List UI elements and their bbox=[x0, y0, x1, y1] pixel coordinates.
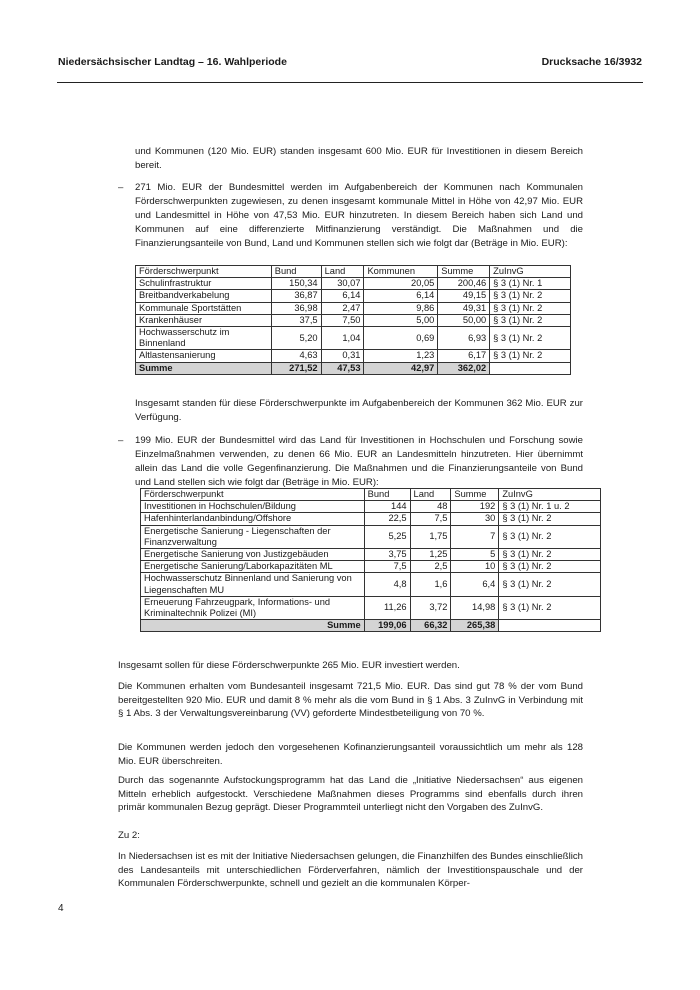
table-cell: § 3 (1) Nr. 2 bbox=[499, 549, 601, 561]
table-cell: 6,14 bbox=[321, 290, 364, 302]
table-row bbox=[141, 501, 601, 513]
paragraph-1: und Kommunen (120 Mio. EUR) standen insgesamt 600 Mio. EUR für Investitionen in diesem Bereich bereit. bbox=[135, 146, 583, 171]
table-cell: 1,25 bbox=[410, 549, 451, 561]
sum-cell bbox=[499, 620, 601, 632]
table-cell: 22,5 bbox=[364, 513, 410, 525]
sum-cell: 42,97 bbox=[364, 362, 438, 374]
table-cell: Erneuerung Fahrzeugpark, Informations- und Kriminaltechnik Polizei (MI) bbox=[141, 596, 365, 619]
table-cell: 5 bbox=[451, 549, 499, 561]
table-cell: Hochwasserschutz im Binnenland bbox=[136, 327, 272, 350]
table-cell: Hochwasserschutz Binnenland und Sanierung von Liegenschaften MU bbox=[141, 573, 365, 596]
table-cell: Energetische Sanierung von Justizgebäuden bbox=[141, 549, 365, 561]
table-cell: 50,00 bbox=[438, 314, 490, 326]
column-header: Land bbox=[321, 266, 364, 278]
sum-cell bbox=[490, 362, 571, 374]
table-cell: § 3 (1) Nr. 2 bbox=[499, 573, 601, 596]
table-cell: Breitbandverkabelung bbox=[136, 290, 272, 302]
table-cell: 36,87 bbox=[271, 290, 321, 302]
table-cell: § 3 (1) Nr. 2 bbox=[499, 561, 601, 573]
table-cell: 7,5 bbox=[364, 561, 410, 573]
table-cell: 192 bbox=[451, 501, 499, 513]
paragraph-8: Durch das sogenannte Aufstockungsprogramm hat das Land die „Initiative Niedersachsen“ aus eigenen Mitteln erheblich aufgestockt. Verschiedene Maßnahmen dieses Programms sind ebenfalls durch ihren primär kommunalen Bezug geprägt. Dieser Programmteil unterliegt nicht den Vorgaben des ZuInvG. bbox=[118, 775, 583, 814]
column-header: Summe bbox=[438, 266, 490, 278]
table-cell: 7,5 bbox=[410, 513, 451, 525]
table-cell: § 3 (1) Nr. 2 bbox=[499, 525, 601, 548]
bullet-dash: – bbox=[118, 182, 124, 193]
table-cell: 14,98 bbox=[451, 596, 499, 619]
table-cell: 144 bbox=[364, 501, 410, 513]
bullet-dash: – bbox=[118, 435, 124, 446]
table-cell: § 3 (1) Nr. 2 bbox=[490, 302, 571, 314]
table-cell: § 3 (1) Nr. 2 bbox=[490, 350, 571, 362]
table-cell: 7,50 bbox=[321, 314, 364, 326]
column-header: ZuInvG bbox=[499, 489, 601, 501]
paragraph-5: Insgesamt sollen für diese Förderschwerpunkte 265 Mio. EUR investiert werden. bbox=[118, 660, 460, 671]
sum-cell: 271,52 bbox=[271, 362, 321, 374]
table-cell: § 3 (1) Nr. 1 u. 2 bbox=[499, 501, 601, 513]
table-row bbox=[136, 302, 571, 314]
table-cell: 4,8 bbox=[364, 573, 410, 596]
table-cell: Schulinfrastruktur bbox=[136, 278, 272, 290]
table-cell: 30,07 bbox=[321, 278, 364, 290]
table-cell: 3,75 bbox=[364, 549, 410, 561]
table-landesmassnahmen bbox=[140, 488, 601, 632]
table-sum-row bbox=[141, 620, 601, 632]
table-cell: 1,6 bbox=[410, 573, 451, 596]
column-header: Kommunen bbox=[364, 266, 438, 278]
sum-cell: 66,32 bbox=[410, 620, 451, 632]
paragraph-3: Insgesamt standen für diese Förderschwerpunkte im Aufgabenbereich der Kommunen 362 Mio. EUR zur Verfügung. bbox=[135, 398, 583, 423]
table-kommunale-foerderschwerpunkte bbox=[135, 265, 571, 375]
table-cell: 10 bbox=[451, 561, 499, 573]
table-row bbox=[141, 573, 601, 596]
table-cell: 48 bbox=[410, 501, 451, 513]
table-cell: Energetische Sanierung - Liegenschaften der Finanzverwaltung bbox=[141, 525, 365, 548]
table-cell: § 3 (1) Nr. 2 bbox=[499, 596, 601, 619]
table-cell: 7 bbox=[451, 525, 499, 548]
table-cell: 6,17 bbox=[438, 350, 490, 362]
table-cell: Kommunale Sportstätten bbox=[136, 302, 272, 314]
table-row bbox=[141, 513, 601, 525]
column-header: Land bbox=[410, 489, 451, 501]
document-number: Drucksache 16/3932 bbox=[541, 56, 642, 68]
sum-cell: 199,06 bbox=[364, 620, 410, 632]
sum-label: Summe bbox=[141, 620, 365, 632]
table-cell: 3,72 bbox=[410, 596, 451, 619]
paragraph-6: Die Kommunen erhalten vom Bundesanteil insgesamt 721,5 Mio. EUR. Das sind gut 78 % der vom Bund bereitgestellten 920 Mio. EUR und damit 8 % mehr als die vom Bund in § 1 Abs. 3 ZuInvG in Verbindung mit § 1 Abs. 3 der Verwaltungsvereinbarung (VV) geforderte Mindestbeteiligung von 70 %. bbox=[118, 681, 583, 720]
column-header: Summe bbox=[451, 489, 499, 501]
sum-cell: 265,38 bbox=[451, 620, 499, 632]
table-cell: 9,86 bbox=[364, 302, 438, 314]
table-row bbox=[141, 561, 601, 573]
table-cell: 6,4 bbox=[451, 573, 499, 596]
table-cell: 200,46 bbox=[438, 278, 490, 290]
table-cell: 5,25 bbox=[364, 525, 410, 548]
header-title: Niedersächsischer Landtag – 16. Wahlperiode bbox=[58, 56, 287, 68]
table-cell: 0,31 bbox=[321, 350, 364, 362]
table-cell: 49,15 bbox=[438, 290, 490, 302]
table-cell: Energetische Sanierung/Laborkapazitäten ML bbox=[141, 561, 365, 573]
table-cell: 2,47 bbox=[321, 302, 364, 314]
table-cell: § 3 (1) Nr. 2 bbox=[499, 513, 601, 525]
sum-cell: 362,02 bbox=[438, 362, 490, 374]
table-row bbox=[141, 596, 601, 619]
table-cell: 20,05 bbox=[364, 278, 438, 290]
paragraph-4: 199 Mio. EUR der Bundesmittel wird das Land für Investitionen in Hochschulen und Forschung sowie Einzelmaßnahmen verwenden, zu denen 66 Mio. EUR an Landesmitteln hinzutreten. Hier übernimmt allein das Land die volle Gegenfinanzierung. Die Maßnahmen und die Finanzierungsanteile von Bund und Land stellen sich wie folgt dar (Beträge in Mio. EUR): bbox=[135, 435, 583, 488]
table-cell: 30 bbox=[451, 513, 499, 525]
table-header-row bbox=[141, 489, 601, 501]
table-cell: Hafenhinterlandanbindung/Offshore bbox=[141, 513, 365, 525]
table-cell: 6,14 bbox=[364, 290, 438, 302]
table-cell: 150,34 bbox=[271, 278, 321, 290]
table-header-row bbox=[136, 266, 571, 278]
table-row bbox=[136, 327, 571, 350]
table-cell: 36,98 bbox=[271, 302, 321, 314]
table-cell: 1,23 bbox=[364, 350, 438, 362]
page-number: 4 bbox=[58, 903, 64, 914]
table-cell: 49,31 bbox=[438, 302, 490, 314]
table-cell: § 3 (1) Nr. 1 bbox=[490, 278, 571, 290]
table-cell: Krankenhäuser bbox=[136, 314, 272, 326]
section-label: Zu 2: bbox=[118, 830, 140, 841]
table-sum-row bbox=[136, 362, 571, 374]
table-cell: 1,75 bbox=[410, 525, 451, 548]
table-cell: 5,00 bbox=[364, 314, 438, 326]
sum-cell: 47,53 bbox=[321, 362, 364, 374]
table-cell: Investitionen in Hochschulen/Bildung bbox=[141, 501, 365, 513]
table-cell: § 3 (1) Nr. 2 bbox=[490, 327, 571, 350]
paragraph-7: Die Kommunen werden jedoch den vorgesehenen Kofinanzierungsanteil voraussichtlich um mehr als 128 Mio. EUR überschreiten. bbox=[118, 742, 583, 767]
table-cell: 0,69 bbox=[364, 327, 438, 350]
sum-label: Summe bbox=[136, 362, 272, 374]
column-header: Bund bbox=[271, 266, 321, 278]
table-cell: 4,63 bbox=[271, 350, 321, 362]
table-row bbox=[141, 525, 601, 548]
table-row bbox=[141, 549, 601, 561]
table-cell: § 3 (1) Nr. 2 bbox=[490, 290, 571, 302]
column-header: Förderschwerpunkt bbox=[141, 489, 365, 501]
table-row bbox=[136, 290, 571, 302]
table-cell: 1,04 bbox=[321, 327, 364, 350]
table-cell: 2,5 bbox=[410, 561, 451, 573]
column-header: ZuInvG bbox=[490, 266, 571, 278]
table-cell: 6,93 bbox=[438, 327, 490, 350]
table-cell: 5,20 bbox=[271, 327, 321, 350]
table-cell: 11,26 bbox=[364, 596, 410, 619]
table-cell: § 3 (1) Nr. 2 bbox=[490, 314, 571, 326]
table-cell: 37,5 bbox=[271, 314, 321, 326]
table-cell: Altlastensanierung bbox=[136, 350, 272, 362]
column-header: Förderschwerpunkt bbox=[136, 266, 272, 278]
column-header: Bund bbox=[364, 489, 410, 501]
paragraph-2: 271 Mio. EUR der Bundesmittel werden im Aufgabenbereich der Kommunen nach Kommunalen Förderschwerpunkten zugewiesen, zu denen insgesamt kommunale Mittel in Höhe von 42,97 Mio. EUR und Landesmittel in Höhe von 47,53 Mio. EUR hinzutreten. In diesem Bereich haben sich Land und Kommunen auf eine differenzierte Mitfinanzierung verständigt. Die Maßnahmen und die Finanzierungsanteile von Bund, Land und Kommunen stellen sich wie folgt dar (Beträge in Mio. EUR): bbox=[135, 182, 583, 249]
table-row bbox=[136, 350, 571, 362]
header-rule bbox=[57, 82, 643, 83]
table-row bbox=[136, 278, 571, 290]
paragraph-10: In Niedersachsen ist es mit der Initiative Niedersachsen gelungen, die Finanzhilfen des Bundes einschließlich des Landesanteils mit unterschiedlichen Förderverfahren, nämlich der Investitionspauschale und der Kommunalen Förderschwerpunkte, schnell und gezielt an die kommunalen Körper- bbox=[118, 851, 583, 890]
table-row bbox=[136, 314, 571, 326]
